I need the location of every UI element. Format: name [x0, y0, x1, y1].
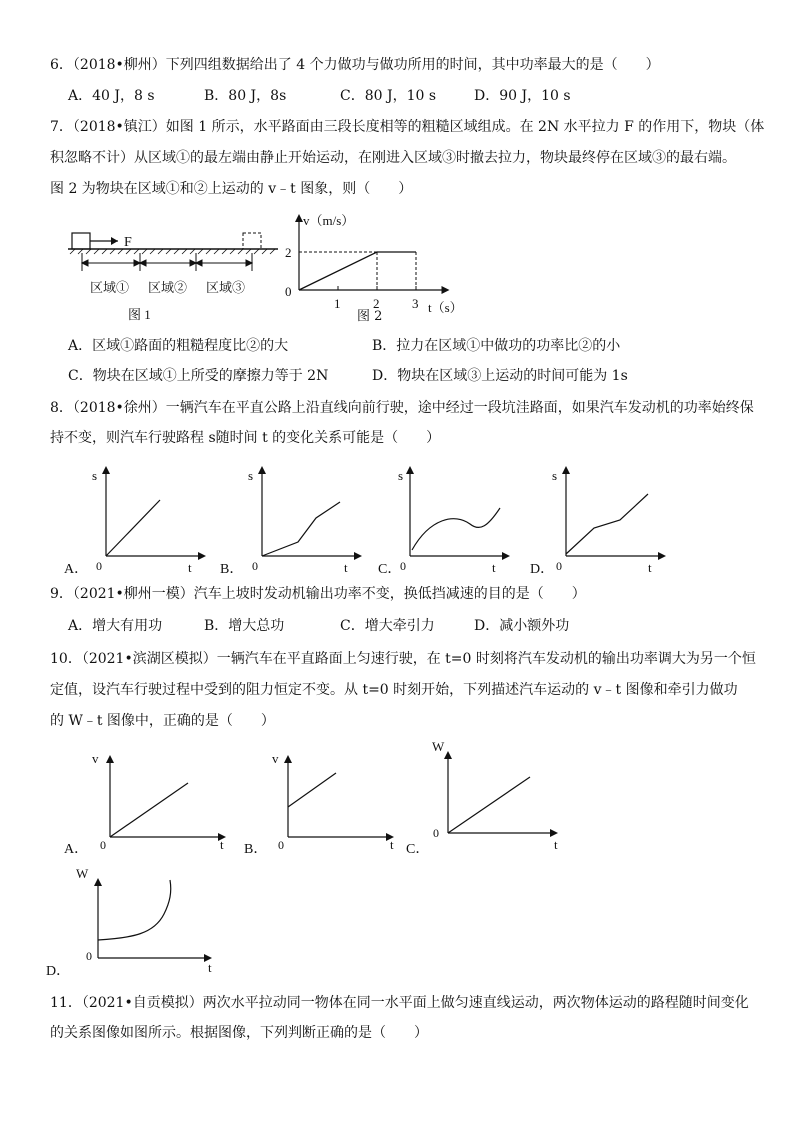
q7-option-d: D．物块在区域③上运动的时间可能为 1s: [372, 368, 628, 384]
q8-graph-d: [530, 466, 666, 577]
zone-dimension-arrows: [82, 260, 252, 266]
q8-graph-c: [378, 466, 510, 577]
q8-graph-b-x-label: t: [344, 560, 348, 575]
q10-graph-b-x-label: t: [390, 837, 394, 852]
q10-graph-a-x-label: t: [220, 837, 224, 852]
q7-stem-line-2: 积忽略不计）从区域①的最左端由静止开始运动，在刚进入区域③时撤去拉力，物块最终停在区域③的最右端。: [50, 150, 736, 166]
q7-figure-1: [60, 225, 290, 330]
q8-graph-d-origin: 0: [556, 559, 562, 573]
q8-graph-d-curve: [566, 494, 648, 554]
q10-stem-line-3: 的 W﹣t 图像中，正确的是（ ）: [50, 713, 275, 729]
q10-stem-line-2: 定值，设汽车行驶过程中受到的阻力恒定不变。从 t=0 时刻开始，下列描述汽车运动的 v﹣t 图像和牵引力做功: [50, 682, 738, 698]
q10-graph-c-x-label: t: [554, 837, 558, 852]
t-axis-arrowhead: [442, 286, 450, 294]
q10-graph-a-y-label: v: [92, 751, 99, 766]
q8-stem-line-2: 持不变，则汽车行驶路程 s随时间 t 的变化关系可能是（ ）: [50, 430, 441, 446]
q9-option-b: B．增大总功: [204, 618, 285, 634]
q8-graph-c-y-label: s: [398, 468, 404, 483]
q7-stem-line-3: 图 2 为物块在区域①和②上运动的 v﹣t 图象，则（ ）: [50, 181, 413, 197]
q9-stem: 9．（2021•柳州一模）汽车上坡时发动机输出功率不变，换低挡减速的目的是（ ）: [50, 586, 586, 602]
q10-graph-b-origin: 0: [278, 838, 284, 852]
q10-graph-b-letter: B．: [244, 842, 268, 857]
t-tick-1: 1: [334, 296, 341, 311]
q10-graph-a-origin: 0: [100, 838, 106, 852]
force-label: F: [124, 235, 132, 250]
q7-option-c: C．物块在区域①上所受的摩擦力等于 2N: [68, 368, 329, 384]
v-axis-label: v（m/s）: [303, 213, 355, 228]
q8-graph-a: [64, 466, 206, 577]
q10-graph-c-curve: [448, 777, 530, 833]
q8-graph-b-origin: 0: [252, 559, 258, 573]
q10-graph-d: [42, 862, 242, 980]
q11-stem-line-1: 11．（2021•自贡模拟）两次水平拉动同一物体在同一水平面上做匀速直线运动，两次物体运动的路程随时间变化: [50, 995, 749, 1011]
q6-option-c: C．80 J，10 s: [340, 88, 437, 104]
q10-graphs-row: [60, 735, 600, 860]
zone-dividers: [82, 253, 252, 271]
q8-graph-a-origin: 0: [96, 559, 102, 573]
q8-graph-a-curve: [106, 500, 160, 556]
q6-stem: 6．（2018•柳州）下列四组数据给出了 4 个力做功与做功所用的时间，其中功率最大的是（ ）: [50, 57, 660, 73]
q10-graph-a-letter: A．: [64, 842, 89, 857]
q6-option-a: A．40 J，8 s: [68, 88, 155, 104]
q8-graph-b: [220, 466, 362, 577]
q8-graph-a-letter: A．: [64, 562, 89, 577]
block-final-position: [243, 233, 261, 249]
figure-1-caption: 图 1: [128, 307, 151, 322]
q10-graph-d-curve: [98, 880, 171, 940]
q10-graph-d-origin: 0: [86, 949, 92, 963]
t-tick-2: 2: [373, 296, 380, 311]
q9-option-a: A．增大有用功: [68, 618, 163, 634]
q11-stem-line-2: 的关系图像如图所示。根据图像，下列判断正确的是（ ）: [50, 1025, 428, 1041]
force-arrowhead: [111, 237, 118, 245]
q8-graph-b-curve: [262, 502, 340, 556]
q10-stem-line-1: 10．（2021•滨湖区模拟）一辆汽车在平直路面上匀速行驶，在 t=0 时刻将汽车发动机的输出功率调大为另一个恒: [50, 651, 756, 667]
q7-option-a: A．区域①路面的粗糙程度比②的大: [68, 338, 289, 354]
q10-graph-b-curve: [288, 773, 336, 807]
t-tick-3: 3: [412, 296, 419, 311]
q7-stem-line-1: 7．（2018•镇江）如图 1 所示，水平路面由三段长度相等的粗糙区域组成。在 2N 水平拉力 F 的作用下，物块（体: [50, 119, 765, 135]
ground-hatching: [70, 249, 275, 254]
v-axis-arrowhead: [295, 214, 303, 222]
q6-option-d: D．90 J，10 s: [474, 88, 571, 104]
q10-graph-d-letter: D．: [46, 964, 71, 979]
q8-graph-a-y-label: s: [92, 468, 98, 483]
q8-graph-c-x-label: t: [492, 560, 496, 575]
q8-graph-b-letter: B．: [220, 562, 244, 577]
q10-graph-c-y-label: W: [432, 739, 445, 754]
q8-graph-d-x-label: t: [648, 560, 652, 575]
q9-option-c: C．增大牵引力: [340, 618, 435, 634]
zone-2-label: 区域②: [148, 280, 188, 295]
q10-graph-c-letter: C．: [406, 842, 430, 857]
q8-graph-d-y-label: s: [552, 468, 558, 483]
q10-graph-a: [64, 751, 226, 857]
q8-graph-c-letter: C．: [378, 562, 402, 577]
q8-graph-c-curve: [412, 508, 500, 550]
q7-option-b: B．拉力在区域①中做功的功率比②的小: [372, 338, 621, 354]
q8-graph-a-x-label: t: [188, 560, 192, 575]
v-tick-label: 2: [285, 245, 292, 260]
q8-stem-line-1: 8．（2018•徐州）一辆汽车在平直公路上沿直线向前行驶，途中经过一段坑洼路面，如果汽车发动机的功率始终保: [50, 400, 754, 416]
q10-graph-c-origin: 0: [433, 826, 439, 840]
q8-graphs: [60, 458, 740, 578]
figure-2-caption: 图 2: [357, 309, 383, 324]
q9-option-d: D．减小额外功: [474, 618, 570, 634]
t-axis-label: t（s）: [428, 300, 463, 315]
q10-graph-d-x-label: t: [208, 960, 212, 975]
q10-graph-b-y-label: v: [272, 751, 279, 766]
q6-option-b: B．80 J，8s: [204, 88, 287, 104]
q8-graph-c-origin: 0: [400, 559, 406, 573]
zone-1-label: 区域①: [90, 280, 130, 295]
q10-graph-a-curve: [110, 783, 188, 837]
q8-graph-d-letter: D．: [530, 562, 555, 577]
v-t-series-line: [299, 252, 416, 290]
q10-graph-d-y-label: W: [76, 866, 89, 881]
origin-label: 0: [285, 284, 292, 299]
q10-graph-b: [244, 751, 394, 857]
chart-marks: [299, 252, 416, 290]
block-shape: [72, 233, 90, 249]
q10-graph-c: [406, 739, 558, 857]
q8-graph-b-y-label: s: [248, 468, 254, 483]
zone-3-label: 区域③: [206, 280, 246, 295]
